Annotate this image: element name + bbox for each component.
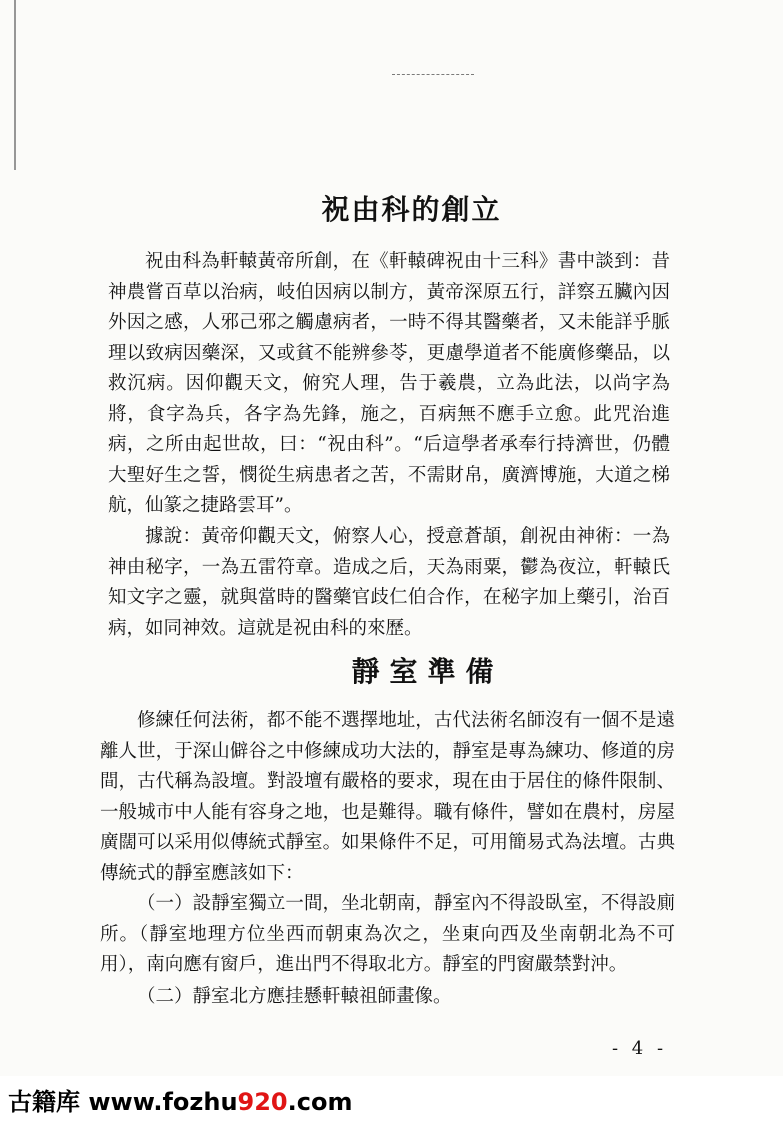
page-edge-line <box>14 0 16 170</box>
paragraph: （二）靜室北方應挂懸軒轅祖師畫像。 <box>137 986 452 1007</box>
section-title: 靜室準備 <box>351 655 504 688</box>
site-url-suffix: .com <box>287 1088 353 1116</box>
site-url-accent: 920 <box>237 1088 288 1116</box>
section-title: 祝由科的創立 <box>321 193 502 226</box>
paragraph: （一）設靜室獨立一間，坐北朝南，靜室內不得設臥室，不得設廁所。（靜室地理方位坐西而朝東為次之，坐東向西及坐南朝北為不可用），南向應有窗戶，進出門不得取北方。靜室的門窗嚴禁對沖。 <box>100 893 675 975</box>
paragraph: 修練任何法術，都不能不選擇地址，古代法術名師沒有一個不是遠離人世，于深山僻谷之中修練成功大法的，靜室是專為練功、修道的房間，古代稱為設壇。對設壇有嚴格的要求，現在由于居住的條件限制、一般城市中人能有容身之地，也是難得。職有條件，譬如在農村，房屋廣闊可以采用似傳統式靜室。如果條件不足，可用簡易式為法壇。古典傳統式的靜室應該如下： <box>100 710 675 884</box>
site-watermark <box>8 1082 352 1117</box>
watermark-bar <box>0 1076 783 1122</box>
header-dash <box>392 74 474 75</box>
paragraph: 祝由科為軒轅黃帝所創，在《軒轅碑祝由十三科》書中談到：昔神農嘗百草以治病，岐伯因病以制方，黃帝深原五行，詳察五臟內因外因之感，人邪己邪之觸慮病者，一時不得其醫藥者，又未能詳乎脈理以致病因藥深，又或貧不能辨參苓，更慮學道者不能廣修藥品，以救沉病。因仰觀天文，俯究人理，告于羲農，立為此法，以尚字為將，食字為兵，各字為先鋒，施之，百病無不應手立愈。此咒治進病，之所由起世故，曰：“祝由科”。“后這學者承奉行持濟世，仍體大聖好生之誓，憫從生病患者之苦，不需財帛，廣濟博施，大道之梯航，仙篆之捷路雲耳”。 <box>108 251 670 516</box>
paragraph: 據說：黃帝仰觀天文，俯察人心，授意蒼頡，創祝由神術：一為神由秘字，一為五雷符章。造成之后，天為雨粟，鬱為夜泣，軒轅氏知文字之靈，就與當時的醫藥官歧仁伯合作，在秘字加上藥引，治百病，如同神效。這就是祝由科的來歷。 <box>108 526 670 639</box>
page-number: - 4 - <box>612 1038 668 1059</box>
site-name: 古籍库 <box>8 1088 80 1116</box>
site-url-prefix: www.fozhu <box>88 1088 238 1116</box>
